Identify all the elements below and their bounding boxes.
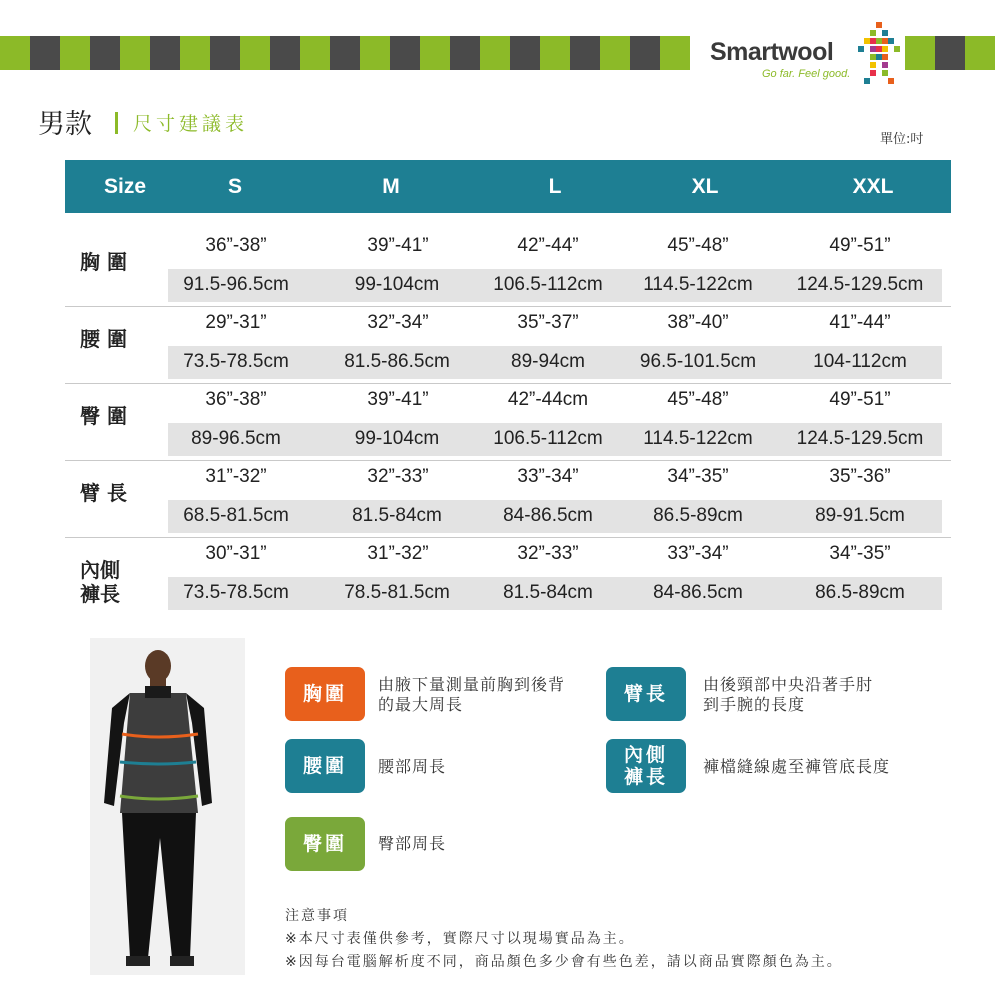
notes-heading: 注意事項: [285, 908, 349, 924]
header-stripe-left: [0, 36, 695, 70]
desc-arm: 由後頸部中央沿著手肘 到手腕的長度: [703, 675, 874, 714]
header-stripe-right: [905, 36, 1000, 70]
cell-cm: 68.5-81.5cm: [183, 505, 289, 526]
row-label: 內側 褲長: [80, 558, 120, 606]
cell-cm: 106.5-112cm: [493, 428, 603, 449]
stripe-block: [300, 36, 330, 70]
cell-cm: 89-94cm: [511, 351, 585, 372]
header-xl: XL: [691, 175, 719, 198]
cell-inch: 41”-44”: [829, 312, 891, 333]
stripe-block: [570, 36, 600, 70]
row-divider: [65, 383, 951, 384]
desc-waist: 腰部周長: [378, 757, 447, 776]
stripe-block: [935, 36, 965, 70]
header-s: S: [227, 175, 243, 198]
cell-cm: 73.5-78.5cm: [183, 351, 289, 372]
header-size: Size: [103, 175, 147, 198]
cell-cm: 99-104cm: [354, 274, 440, 295]
row-label: 臀 圍: [80, 404, 127, 428]
cell-inch: 35”-36”: [829, 466, 891, 487]
badge-waist: 腰圍: [285, 739, 365, 793]
row-divider: [65, 537, 951, 538]
cell-inch: 39”-41”: [367, 235, 429, 256]
cell-inch: 45”-48”: [667, 389, 729, 410]
cell-inch: 42”-44cm: [507, 389, 589, 410]
cell-cm: 81.5-84cm: [352, 505, 442, 526]
cell-cm: 86.5-89cm: [653, 505, 743, 526]
cell-cm: 104-112cm: [813, 351, 907, 372]
unit-label: 單位:吋: [880, 132, 924, 147]
cell-cm: 89-96.5cm: [191, 428, 281, 449]
stripe-block: [240, 36, 270, 70]
cell-cm: 84-86.5cm: [653, 582, 743, 603]
size-table-header: [65, 160, 951, 213]
brand-tagline: Go far. Feel good.: [762, 68, 851, 80]
cell-cm: 106.5-112cm: [493, 274, 603, 295]
header-m: M: [382, 175, 400, 198]
header-xxl: XXL: [852, 175, 894, 198]
notes-section: [285, 905, 843, 974]
cell-inch: 34”-35”: [829, 543, 891, 564]
stripe-block: [180, 36, 210, 70]
badge-inseam: 內側 褲長: [606, 739, 686, 793]
stripe-block: [60, 36, 90, 70]
stripe-block: [90, 36, 120, 70]
desc-inseam: 褲檔縫線處至褲管底長度: [703, 757, 891, 776]
stripe-block: [510, 36, 540, 70]
stripe-block: [540, 36, 570, 70]
cell-inch: 33”-34”: [667, 543, 729, 564]
stripe-block: [270, 36, 300, 70]
cell-inch: 39”-41”: [367, 389, 429, 410]
cell-inch: 32”-34”: [367, 312, 429, 333]
brand-logo: [700, 22, 905, 92]
cell-inch: 42”-44”: [517, 235, 579, 256]
cell-inch: 32”-33”: [367, 466, 429, 487]
page-title: 男款: [38, 109, 92, 140]
stripe-block: [905, 36, 935, 70]
cell-cm: 81.5-86.5cm: [344, 351, 450, 372]
model-photo: [90, 638, 245, 975]
cell-cm: 96.5-101.5cm: [639, 351, 757, 372]
cell-cm: 89-91.5cm: [815, 505, 905, 526]
cell-cm: 78.5-81.5cm: [344, 582, 450, 603]
cell-inch: 45”-48”: [667, 235, 729, 256]
row-label: 腰 圍: [80, 327, 127, 351]
model-figure-icon: [90, 638, 245, 975]
cell-inch: 35”-37”: [517, 312, 579, 333]
stripe-block: [480, 36, 510, 70]
stripe-block: [0, 36, 30, 70]
cell-cm: 99-104cm: [354, 428, 440, 449]
cell-inch: 33”-34”: [517, 466, 579, 487]
cell-inch: 36”-38”: [205, 389, 267, 410]
cell-inch: 31”-32”: [205, 466, 267, 487]
badge-arm: 臂長: [606, 667, 686, 721]
cell-cm: 81.5-84cm: [503, 582, 593, 603]
pixel-figure-icon: [856, 22, 904, 92]
badge-hip: 臀圍: [285, 817, 365, 871]
cell-inch: 38”-40”: [667, 312, 729, 333]
row-label: 臂 長: [80, 481, 127, 505]
desc-hip: 臀部周長: [378, 834, 447, 853]
stripe-block: [330, 36, 360, 70]
cell-cm: 124.5-129.5cm: [796, 274, 924, 295]
cell-inch: 49”-51”: [829, 235, 891, 256]
cell-cm: 73.5-78.5cm: [183, 582, 289, 603]
stripe-block: [965, 36, 995, 70]
cell-inch: 29”-31”: [205, 312, 267, 333]
badge-chest: 胸圍: [285, 667, 365, 721]
row-divider: [65, 460, 951, 461]
cell-cm: 114.5-122cm: [643, 428, 753, 449]
page-subtitle: 尺寸建議表: [133, 113, 249, 135]
note-item: ※因每台電腦解析度不同，商品顏色多少會有些色差，請以商品實際顏色為主。: [285, 954, 843, 970]
cell-cm: 114.5-122cm: [643, 274, 753, 295]
stripe-block: [390, 36, 420, 70]
cell-cm: 91.5-96.5cm: [183, 274, 289, 295]
row-label: 胸 圍: [80, 250, 127, 274]
stripe-block: [420, 36, 450, 70]
stripe-block: [360, 36, 390, 70]
cell-inch: 36”-38”: [205, 235, 267, 256]
stripe-block: [30, 36, 60, 70]
stripe-block: [450, 36, 480, 70]
header-l: L: [548, 175, 562, 198]
note-item: ※本尺寸表僅供參考，實際尺寸以現場實品為主。: [285, 931, 635, 947]
cell-inch: 32”-33”: [517, 543, 579, 564]
stripe-block: [120, 36, 150, 70]
desc-chest: 由腋下量測量前胸到後背 的最大周長: [378, 675, 566, 714]
title-divider: [115, 112, 118, 134]
stripe-block: [210, 36, 240, 70]
cell-inch: 34”-35”: [667, 466, 729, 487]
row-divider: [65, 306, 951, 307]
cell-cm: 124.5-129.5cm: [796, 428, 924, 449]
cell-inch: 31”-32”: [367, 543, 429, 564]
stripe-block: [150, 36, 180, 70]
stripe-block: [630, 36, 660, 70]
cell-cm: 86.5-89cm: [815, 582, 905, 603]
stripe-block: [660, 36, 690, 70]
stripe-block: [600, 36, 630, 70]
brand-name: Smartwool: [710, 38, 834, 66]
cell-cm: 84-86.5cm: [503, 505, 593, 526]
cell-inch: 30”-31”: [205, 543, 267, 564]
cell-inch: 49”-51”: [829, 389, 891, 410]
